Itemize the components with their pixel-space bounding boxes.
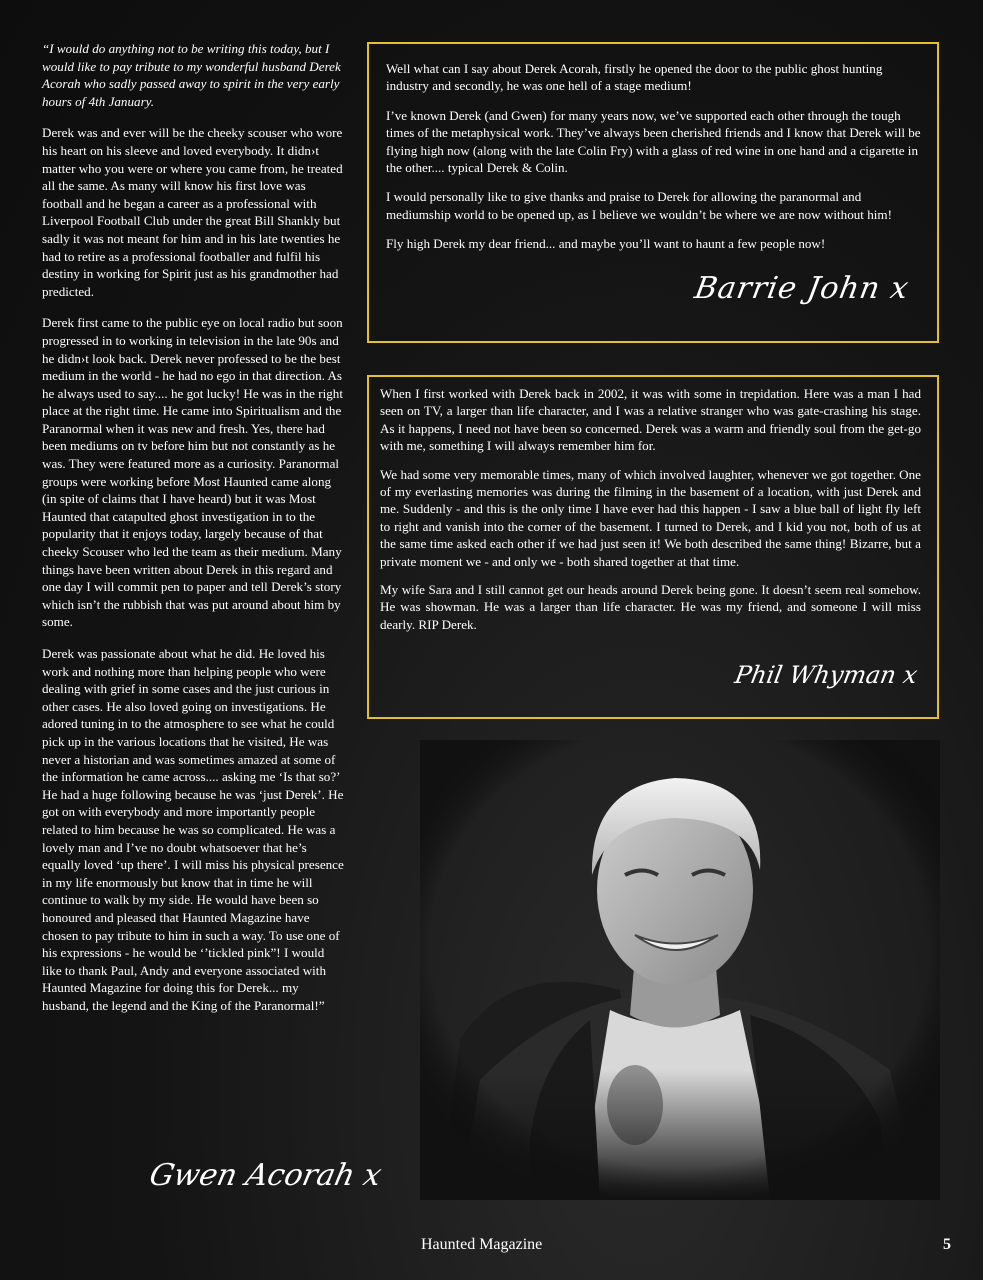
tribute-box-barrie-john <box>367 42 939 343</box>
tribute-paragraph: When I first worked with Derek back in 2002, it was with some in trepidation. Here was a man I had seen on TV, a larger than life character, and I was a relative stranger who was gate-crashing his stage. As it happens, I need not have been so concerned. Derek was a warm and friendly soul from the get-go with me, something I will always remember him for. <box>380 386 921 454</box>
tribute-paragraph: I’ve known Derek (and Gwen) for many years now, we’ve supported each other through the tough times of the metaphysical work. They’ve always been cherished friends and I know that Derek will be flying high now (along with the late Colin Fry) with a glass of red wine in one hand and a cigarette in the other.... typical Derek & Colin. <box>386 107 921 176</box>
tribute-paragraph: Fly high Derek my dear friend... and maybe you’ll want to haunt a few people now! <box>386 236 826 252</box>
tribute-paragraph: Well what can I say about Derek Acorah, firstly he opened the door to the public ghost hunting industry and secondly, he was one hell of a stage medium! <box>386 61 883 94</box>
tribute-box-phil-whyman <box>367 375 939 719</box>
page-footer <box>0 1236 983 1256</box>
signature-barrie-john: Barrie John x <box>692 271 913 306</box>
tribute-paragraph: Derek first came to the public eye on local radio but soon progressed in to working in television in the late 90s and he didn›t look back. Derek never professed to be the best medium in the world - he had no ego in that direction. As he always used to say.... he got lucky! He was in the right place at the right time. He came into Spiritualism and the Paranormal when it was new and fresh. Yes, there had been mediums on tv before him but not constantly as he was. They were featured more as a curiosity. Paranormal groups were working before Most Haunted came along (in spite of claims that I have heard) but it was Most Haunted that catapulted ghost investigation in to the popularity that it enjoys today, largely because of that cheeky Scouser who led the team as their medium. Many things have been written about Derek in this regard and one day I will commit pen to paper and tell Derek’s story which isn’t the rubbish that was put around about him by some. <box>42 315 343 630</box>
tribute-column-gwen <box>42 40 344 1028</box>
tribute-paragraph: I would personally like to give thanks and praise to Derek for allowing the paranormal and mediumship world to be opened up, as I believe we wouldn’t be where we are now without him! <box>386 189 892 222</box>
intro-quote: “I would do anything not to be writing this today, but I would like to pay tribute to my wonderful husband Derek Acorah who sadly passed away to spirit in the very early hours of 4th January. <box>42 41 341 109</box>
signature-gwen-acorah: Gwen Acorah x <box>146 1158 385 1193</box>
magazine-title: Haunted Magazine <box>421 1236 543 1253</box>
page-number: 5 <box>943 1236 951 1253</box>
tribute-paragraph: Derek was and ever will be the cheeky scouser who wore his heart on his sleeve and loved everybody. It didn›t matter who you were or where you came from, he treated all the same. As many will know his first love was football and he began a career as a professional with Liverpool Football Club under the great Bill Shankly but sadly it was not meant for him and in his late twenties he had to retire as a professional footballer and fulfil his destiny in working for Spirit just as his grandmother had predicted. <box>42 125 343 299</box>
tribute-paragraph: We had some very memorable times, many of which involved laughter, whenever we got together. One of my everlasting memories was during the filming in the basement of a location, with just Derek and me. Suddenly - and this is the only time I have ever had this happen - I saw a blue ball of light fly left to right and vanish into the corner of the basement. I turned to Derek, and I kid you not, both of us at the same time asked each other if we had just seen it! We both described the same thing! Bizarre, but a private moment we - and only we - both shared together at that time. <box>380 466 921 569</box>
signature-phil-whyman: Phil Whyman x <box>732 661 920 689</box>
tribute-paragraph: Derek was passionate about what he did. He loved his work and nothing more than helping people who were dealing with grief in some cases and the just curious in other cases. He also loved going on investigations. He adored tuning in to the atmosphere to see what he could pick up in the various locations that he visited, He was never a historian and was sometimes amazed at some of the information he came across.... asking me ‘Is that so?’ He had a huge following because he was ‘just Derek’. He got on with everybody and more importantly people related to him because he was so complicated. He was a lovely man and I’ve no doubt whatsoever that he’s equally loved ‘up there’. I will miss his physical presence in my life enormously but know that in time he will continue to walk by my side. He would have been so honoured and pleased that Haunted Magazine have chosen to pay tribute to him in such a way. To use one of his expressions - he would be ‘’tickled pink”! I would like to thank Paul, Andy and everyone associated with Haunted Magazine for doing this for Derek... my husband, the legend and the King of the Paranormal!” <box>42 646 344 1013</box>
portrait-photo <box>420 740 940 1200</box>
tribute-paragraph: My wife Sara and I still cannot get our heads around Derek being gone. It doesn’t seem real somehow. He was showman. He was a larger than life character. He was my friend, and someone I will miss dearly. RIP Derek. <box>380 582 921 632</box>
